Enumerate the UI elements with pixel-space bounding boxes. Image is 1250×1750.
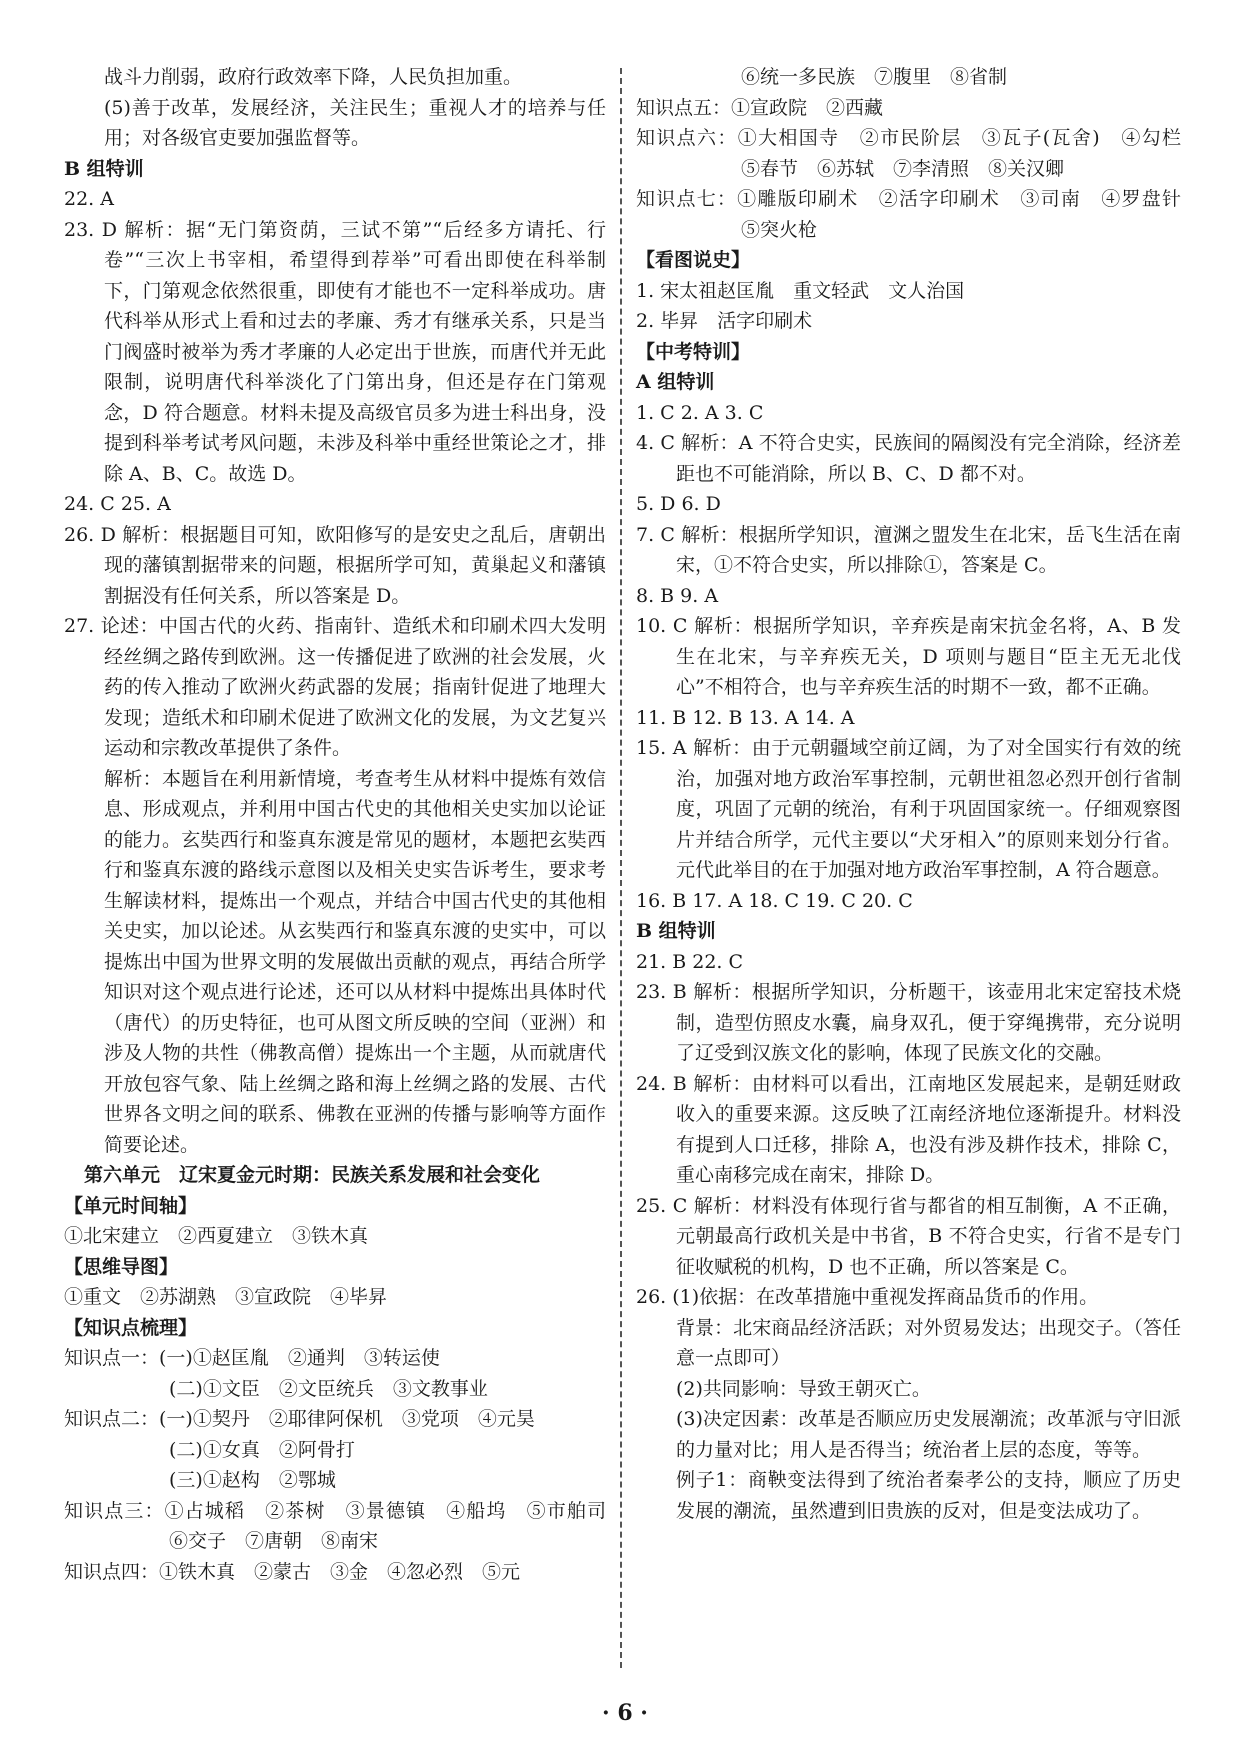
text-line: 【中考特训】 <box>636 340 751 363</box>
text-line: 知识点一：(一)①赵匡胤 ②通判 ③转运使 <box>64 1347 440 1369</box>
text-line: 第六单元 辽宋夏金元时期：民族关系发展和社会变化 <box>84 1164 541 1186</box>
text-line: (二)①女真 ②阿骨打 <box>169 1438 355 1461</box>
text-line: 11. B 12. B 13. A 14. A <box>636 706 855 729</box>
text-line: (三)①赵构 ②鄂城 <box>169 1469 336 1491</box>
text-line: B 组特训 <box>636 920 716 942</box>
text-line: 背景：北宋商品经济活跃；对外贸易发达；出现交子。（答任意一点即可） <box>676 1316 1181 1369</box>
text-line: (3)决定因素：改革是否顺应历史发展潮流；改革派与守旧派的力量对比；用人是否得当；统治者上层的态度，等等。 <box>676 1408 1181 1461</box>
text-line: 5. D 6. D <box>636 493 721 515</box>
text-line: 例子1：商鞅变法得到了统治者秦孝公的支持，顺应了历史发展的潮流，虽然遭到旧贵族的反对，但是变法成功了。 <box>676 1469 1181 1522</box>
text-line: 解析：本题旨在利用新情境，考查考生从材料中提炼有效信息、形成观点，并利用中国古代史的其他相关史实加以论证的能力。玄奘西行和鉴真东渡是常见的题材，本题把玄奘西行和鉴真东渡的路线示意图以及相关史实告诉考生，要求考生解读材料，提炼出一个观点，并结合中国古代史的其他相关史实，加以论述。从玄奘西行和鉴真东渡的史实中，可以提炼出中国为世界文明的发展做出贡献的观点，再结合所学知识对这个观点进行论述，还可以从材料中提炼出具体时代（唐代）的历史特征，也可从图文所反映的空间（亚洲）和涉及人物的共性（佛教高僧）提炼出一个主题，从而就唐代开放包容气象、陆上丝绸之路和海上丝绸之路的发展、古代世界各文明之间的联系、佛教在亚洲的传播与影响等方面作简要论述。 <box>104 767 606 1156</box>
text-line: 15. A 解析：由于元朝疆域空前辽阔，为了对全国实行有效的统治，加强对地方政治军事控制，元朝世祖忽必烈开创行省制度，巩固了元朝的统治，有利于巩固国家统一。仔细观察图片并结合所学，元代主要以“犬牙相入”的原则来划分行省。元代此举目的在于加强对地方政治军事控制，A 符合题意。 <box>636 737 1181 881</box>
text-line: 知识点五：①宣政院 ②西藏 <box>636 96 884 119</box>
text-line: 25. C 解析：材料没有体现行省与都省的相互制衡，A 不正确，元朝最高行政机关是中书省，B 不符合史实，行省不是专门征收赋税的机构，D 也不正确，所以答案是 C。 <box>636 1194 1181 1278</box>
text-line: 21. B 22. C <box>636 950 744 973</box>
text-line: 4. C 解析：A 不符合史实，民族间的隔阂没有完全消除，经济差距也不可能消除，所以 B、C、D 都不对。 <box>636 432 1181 485</box>
text-line: 【知识点梳理】 <box>64 1316 198 1339</box>
text-line: 27. 论述：中国古代的火药、指南针、造纸术和印刷术四大发明经丝绸之路传到欧洲。这一传播促进了欧洲的社会发展，火药的传入推动了欧洲火药武器的发展；指南针促进了地理大发现；造纸术和印刷术促进了欧洲文化的发展，为文艺复兴运动和宗教改革提供了条件。 <box>64 615 606 759</box>
text-line: 知识点七：①雕版印刷术 ②活字印刷术 ③司南 ④罗盘针 ⑤突火枪 <box>636 188 1201 241</box>
text-line: (二)①文臣 ②文臣统兵 ③文教事业 <box>169 1377 488 1400</box>
right-column <box>636 62 1201 1526</box>
text-line: 战斗力削弱，政府行政效率下降，人民负担加重。 <box>104 66 523 88</box>
text-line: 23. D 解析：据“无门第资荫，三试不第”“后经多方请托、行卷”“三次上书宰相，希望得到荐举”可看出即使在科举制下，门第观念依然很重，即使有才能也不一定科举成功。唐代科举从形式上看和过去的孝廉、秀才有继承关系，只是当门阀盛时被举为秀才孝廉的人必定出于世族，而唐代并无此限制，说明唐代科举淡化了门第出身，但还是存在门第观念，D 符合题意。材料未提及高级官员多为进士科出身，没提到科举考试考风问题，未涉及科举中重经世策论之才，排除 A、B、C。故选 D。 <box>64 218 606 485</box>
page-number: · 6 · <box>602 1700 648 1726</box>
text-line: 知识点四：①铁木真 ②蒙古 ③金 ④忽必烈 ⑤元 <box>64 1560 521 1583</box>
text-line: 8. B 9. A <box>636 584 719 607</box>
text-line: 知识点六：①大相国寺 ②市民阶层 ③瓦子(瓦舍) ④勾栏 ⑤春节 ⑥苏轼 ⑦李清照 ⑧关汉卿 <box>636 127 1201 180</box>
text-line: ⑥统一多民族 ⑦腹里 ⑧省制 <box>741 66 1008 88</box>
text-line: (5)善于改革，发展经济，关注民生；重视人才的培养与任用；对各级官吏要加强监督等。 <box>104 96 606 149</box>
column-divider <box>620 68 622 1668</box>
text-line: 24. B 解析：由材料可以看出，江南地区发展起来，是朝廷财政收入的重要来源。这反映了江南经济地位逐渐提升。材料没有提到人口迁移，排除 A，也没有涉及耕作技术，排除 C，重心南移完成在南宋，排除 D。 <box>636 1072 1181 1186</box>
text-line: (2)共同影响：导致王朝灭亡。 <box>676 1377 931 1400</box>
left-column <box>64 62 626 1587</box>
text-line: B 组特训 <box>64 157 144 180</box>
text-line: 26. D 解析：根据题目可知，欧阳修写的是安史之乱后，唐朝出现的藩镇割据带来的问题，根据所学可知，黄巢起义和藩镇割据没有任何关系，所以答案是 D。 <box>64 523 606 607</box>
text-line: 【思维导图】 <box>64 1255 179 1278</box>
text-line: 7. C 解析：根据所学知识，澶渊之盟发生在北宋，岳飞生活在南宋，①不符合史实，所以排除①，答案是 C。 <box>636 523 1181 576</box>
text-line: 知识点二：(一)①契丹 ②耶律阿保机 ③党项 ④元昊 <box>64 1408 535 1430</box>
text-line: 26. (1)依据：在改革措施中重视发挥商品货币的作用。 <box>636 1286 1099 1308</box>
text-line: 10. C 解析：根据所学知识，辛弃疾是南宋抗金名将，A、B 发生在北宋，与辛弃疾无关，D 项则与题目“臣主无无北伐心”不相符合，也与辛弃疾生活的时期不一致，都不正确。 <box>636 615 1181 698</box>
text-line: ①重文 ②苏湖熟 ③宣政院 ④毕昇 <box>64 1286 388 1308</box>
text-line: 16. B 17. A 18. C 19. C 20. C <box>636 889 913 912</box>
text-line: 1. C 2. A 3. C <box>636 401 764 424</box>
text-line: 1. 宋太祖赵匡胤 重文轻武 文人治国 <box>636 279 965 302</box>
text-line: A 组特训 <box>636 371 715 393</box>
text-line: 22. A <box>64 188 114 210</box>
text-line: ①北宋建立 ②西夏建立 ③铁木真 <box>64 1225 369 1247</box>
text-line: 知识点三：①占城稻 ②茶树 ③景德镇 ④船坞 ⑤市舶司 ⑥交子 ⑦唐朝 ⑧南宋 <box>64 1499 626 1552</box>
text-line: 23. B 解析：根据所学知识，分析题干，该壶用北宋定窑技术烧制，造型仿照皮水囊，扁身双孔，便于穿绳携带，充分说明了辽受到汉族文化的影响，体现了民族文化的交融。 <box>636 981 1181 1064</box>
text-line: 【看图说史】 <box>636 249 751 271</box>
text-line: 2. 毕昇 活字印刷术 <box>636 310 813 332</box>
text-line: 24. C 25. A <box>64 493 171 515</box>
text-line: 【单元时间轴】 <box>64 1194 198 1217</box>
